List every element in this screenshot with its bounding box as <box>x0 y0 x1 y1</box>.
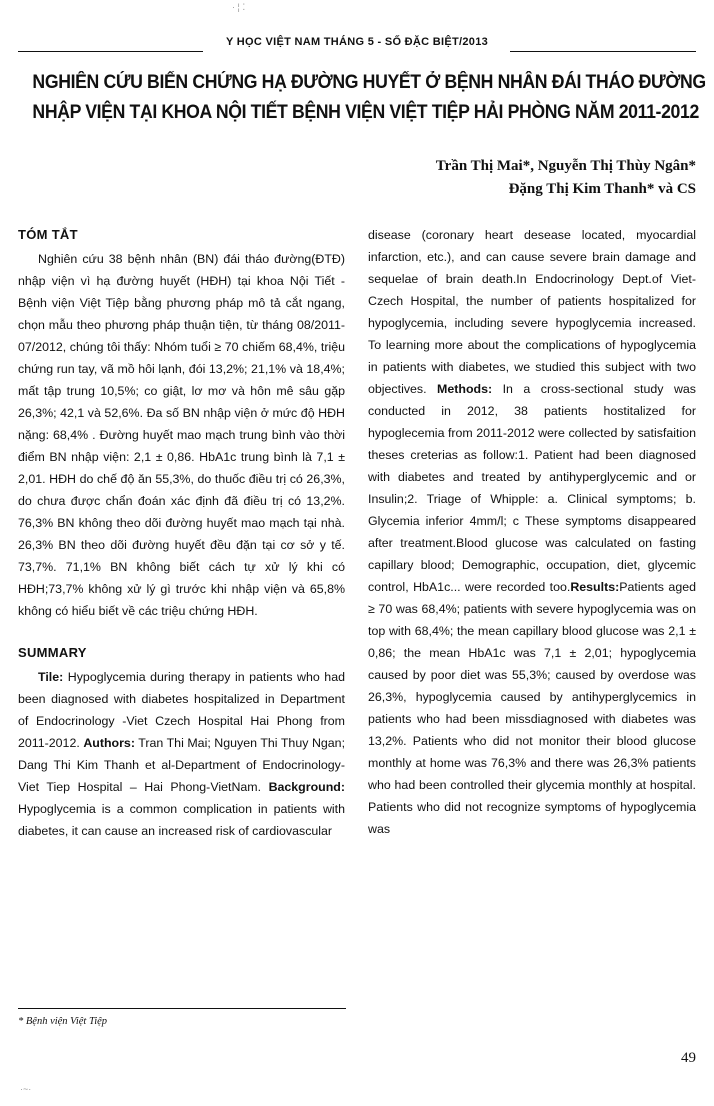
background-text: Hypoglycemia is a common complication in patients with diabetes, it can cause an increased risk of cardiovascular <box>18 802 345 838</box>
title-line-2: NHẬP VIỆN TẠI KHOA NỘI TIẾT BỆNH VIỆN VIỆT TIỆP HẢI PHÒNG NĂM 2011-2012 <box>32 102 699 123</box>
summary-heading: SUMMARY <box>18 645 87 660</box>
article-title <box>32 68 706 128</box>
page-number: 49 <box>681 1050 696 1066</box>
authors-text: Tran Thi Mai; Nguyen Thi Thuy Ngan; Dang Thi Kim Thanh et al-Department of Endocrinology-Viet Tiep Hospital – Hai Phong-VietNam. <box>18 736 346 794</box>
title-line-1: NGHIÊN CỨU BIẾN CHỨNG HẠ ĐƯỜNG HUYẾT Ở BỆNH NHÂN ĐÁI THÁO ĐƯỜNG <box>32 72 706 93</box>
results-text: Patients aged ≥ 70 was 68,4%; patients with severe hypoglycemia was on top with 68,4%; the mean capillary blood glucose was 2,1 ± 0,86; the mean HbA1c was 7,1 ± 2,01; hypoglycemia caused by poor diet was 55,3%; caused by overdose was 26,3%, hypoglycemia caused by antihyperglycemics in patients who had been missdiagnosed with diabetes was 13,2%. Patients who did not monitor their blood glucose monthly at home was 76,3% and there was 26,3% patients who had been controlled their glycemia monthly at hospital. Patients who did not recognize symptoms of hypoglycemia was <box>368 580 696 836</box>
footnote: * Bệnh viện Việt Tiệp <box>18 1016 108 1027</box>
header-rule-left <box>18 51 203 52</box>
background-label: Background: <box>268 780 345 794</box>
scan-artifact-bottom: ·~· <box>20 1084 32 1094</box>
methods-label: Methods: <box>437 382 493 396</box>
journal-header: Y HỌC VIỆT NAM THÁNG 5 - SỐ ĐẶC BIỆT/2013 <box>225 36 489 48</box>
summary-continued <box>368 224 696 840</box>
authors-line-2: Đặng Thị Kim Thanh* và CS <box>508 181 696 197</box>
authors-line-1: Trần Thị Mai*, Nguyễn Thị Thùy Ngân* <box>435 158 696 174</box>
author-block <box>436 155 696 201</box>
results-label: Results: <box>570 580 620 594</box>
right-column <box>368 224 696 840</box>
title-text: Hypoglycemia during therapy in patients who had been diagnosed with diabetes hospitalized in Department of Endocrinology -Viet Czech Hospital Hai Phong from 2011-2012. <box>18 670 345 750</box>
summary-paragraph <box>18 666 345 842</box>
scan-artifact: · ¦ ⁚ <box>232 2 246 12</box>
footnote-rule <box>18 1008 346 1009</box>
methods-text: In a cross-sectional study was conducted in 2012, 38 patients hostitalized for hypoglecemia from 2011-2012 were collected by satisfaition theses creterias as follow:1. Patient had been diagnosed with diabetes and treated by antihyperglycemic and or Insulin;2. Triage of Whipple: a. Clinical symptoms; b. Glycemia inferior 4mm/l; c These symptoms disappeared after treatment.Blood glucose was calculated on fasting capillary blood; Demographic, occupation, diet, glycemic control, HbA1c... were recorded too. <box>368 382 696 594</box>
header-rule-right <box>510 51 696 52</box>
tom-tat-heading: TÓM TẮT <box>18 227 78 242</box>
title-label: Tile: <box>38 670 64 684</box>
summary-cont-text: disease (coronary heart desease located, myocardial infarction, etc.), and can cause severe brain damage and sequelae of brain death.In Endocrinology Dept.of Viet-Czech Hospital, the number of patients hospitalized for hypoglycemia, including severe hypoglycemia increased. To learning more about the complications of hypoglycemia in patients with diabetes, we studied this subject with two objectives. <box>368 228 696 396</box>
authors-label: Authors: <box>83 736 135 750</box>
tom-tat-text: Nghiên cứu 38 bệnh nhân (BN) đái tháo đường(ĐTĐ) nhập viện vì hạ đường huyết (HĐH) tại khoa Nội Tiết - Bệnh viện Việt Tiệp bằng phương pháp mô tả cắt ngang, chọn mẫu theo phương pháp thuận tiện, từ tháng 08/2011-07/2012, chúng tôi thấy: Nhóm tuổi ≥ 70 chiếm 68,4%, triệu chứng run tay, vã mồ hôi lạnh, đói 13,2%; 21,1% và 18,4%; mất tập trung 10,5%; co giật, lơ mơ và hôn mê sâu gặp 26,3%; 42,1 và 52,6%. Đa số BN nhập viện ở mức độ HĐH nặng: 68,4% . Đường huyết mao mạch trung bình vào thời điểm BN nhập viện: 2,1 ± 0,86. HbA1c trung bình là 7,1 ± 2,01. HĐH do chế độ ăn 55,3%, do thuốc điều trị có 26,3%, do chưa được chẩn đoán xác định đã điều trị có 13,2%. 76,3% BN không theo dõi đường huyết mao mạch tại nhà. 26,3% BN theo dõi đường huyết đều đặn tại cơ sở y tế. 73,7%. 71,1% BN không biết cách tự xử lý khi có HĐH;73,7% không xử lý gì trước khi nhập viện và 65,8% không có hiểu biết về các triệu chứng HĐH. <box>18 252 345 618</box>
left-column <box>18 224 345 842</box>
